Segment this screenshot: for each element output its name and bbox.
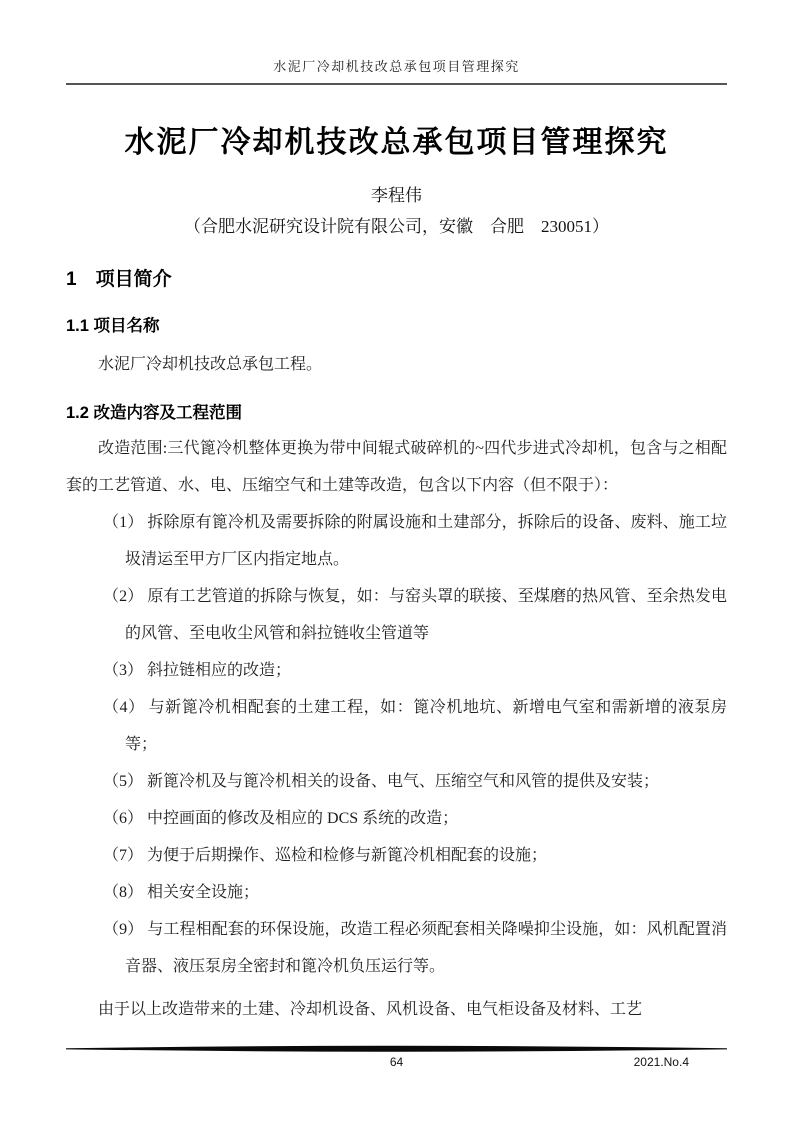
list-marker: （9） [103,921,144,938]
section-1-heading: 1 项目简介 [66,269,172,290]
list-item-text: 与工程相配套的环保设施，改造工程必须配套相关降噪抑尘设施，如：风机配置消音器、液压泵房全密封和篦冷机负压运行等。 [125,921,727,975]
list-marker: （6） [103,810,144,827]
list-marker: （1） [103,514,144,531]
section-1-1-heading: 1.1 项目名称 [66,317,160,335]
list-item-text: 斜拉链相应的改造； [147,662,292,679]
scope-item-8 [66,874,727,911]
scope-intro-paragraph: 改造范围:三代篦冷机整体更换为带中间辊式破碎机的~四代步进式冷却机，包含与之相配套的工艺管道、水、电、压缩空气和土建等改造，包含以下内容（但不限于）： [66,440,727,494]
project-name-paragraph: 水泥厂冷却机技改总承包工程。 [98,356,323,373]
scope-item-5 [66,763,727,800]
list-item-text: 中控画面的修改及相应的 DCS 系统的改造； [147,810,459,827]
issue-number: 2021.No.4 [633,1055,689,1069]
running-header-title: 水泥厂冷却机技改总承包项目管理探究 [273,59,520,74]
list-marker: （8） [103,884,144,901]
scope-item-1 [66,504,727,578]
list-marker: （3） [103,662,144,679]
list-marker: （2） [103,588,144,605]
list-item-text: 与新篦冷机相配套的土建工程，如：篦冷机地坑、新增电气室和需新增的液泵房等； [125,699,727,753]
list-item-text: 拆除原有篦冷机及需要拆除的附属设施和土建部分，拆除后的设备、废料、施工垃圾清运至甲方厂区内指定地点。 [125,514,727,568]
author-affiliation: （合肥水泥研究设计院有限公司，安徽 合肥 230051） [184,217,609,236]
scope-item-2 [66,578,727,652]
scope-item-7 [66,837,727,874]
scope-item-6 [66,800,727,837]
list-item-text: 原有工艺管道的拆除与恢复，如：与窑头罩的联接、至煤磨的热风管、至余热发电的风管、至电收尘风管和斜拉链收尘管道等 [125,588,727,642]
closing-paragraph: 由于以上改造带来的土建、冷却机设备、风机设备、电气柜设备及材料、工艺 [98,1001,643,1018]
section-1-2-heading: 1.2 改造内容及工程范围 [66,404,243,422]
scope-item-list [66,504,727,985]
scope-item-9 [66,911,727,985]
scope-item-4 [66,689,727,763]
paper-title: 水泥厂冷却机技改总承包项目管理探究 [124,126,669,159]
list-marker: （7） [103,847,144,864]
author-name: 李程伟 [371,186,422,205]
header-rule [66,83,727,85]
scope-item-3 [66,652,727,689]
footer-row [66,1054,727,1070]
list-marker: （4） [103,699,145,716]
list-item-text: 相关安全设施； [147,884,260,901]
list-marker: （5） [103,773,144,790]
page-footer [66,1045,727,1070]
list-item-text: 新篦冷机及与篦冷机相关的设备、电气、压缩空气和风管的提供及安装； [147,773,660,790]
footer-rule [66,1045,727,1053]
list-item-text: 为便于后期操作、巡检和检修与新篦冷机相配套的设施； [147,847,548,864]
page-number: 64 [389,1055,404,1069]
